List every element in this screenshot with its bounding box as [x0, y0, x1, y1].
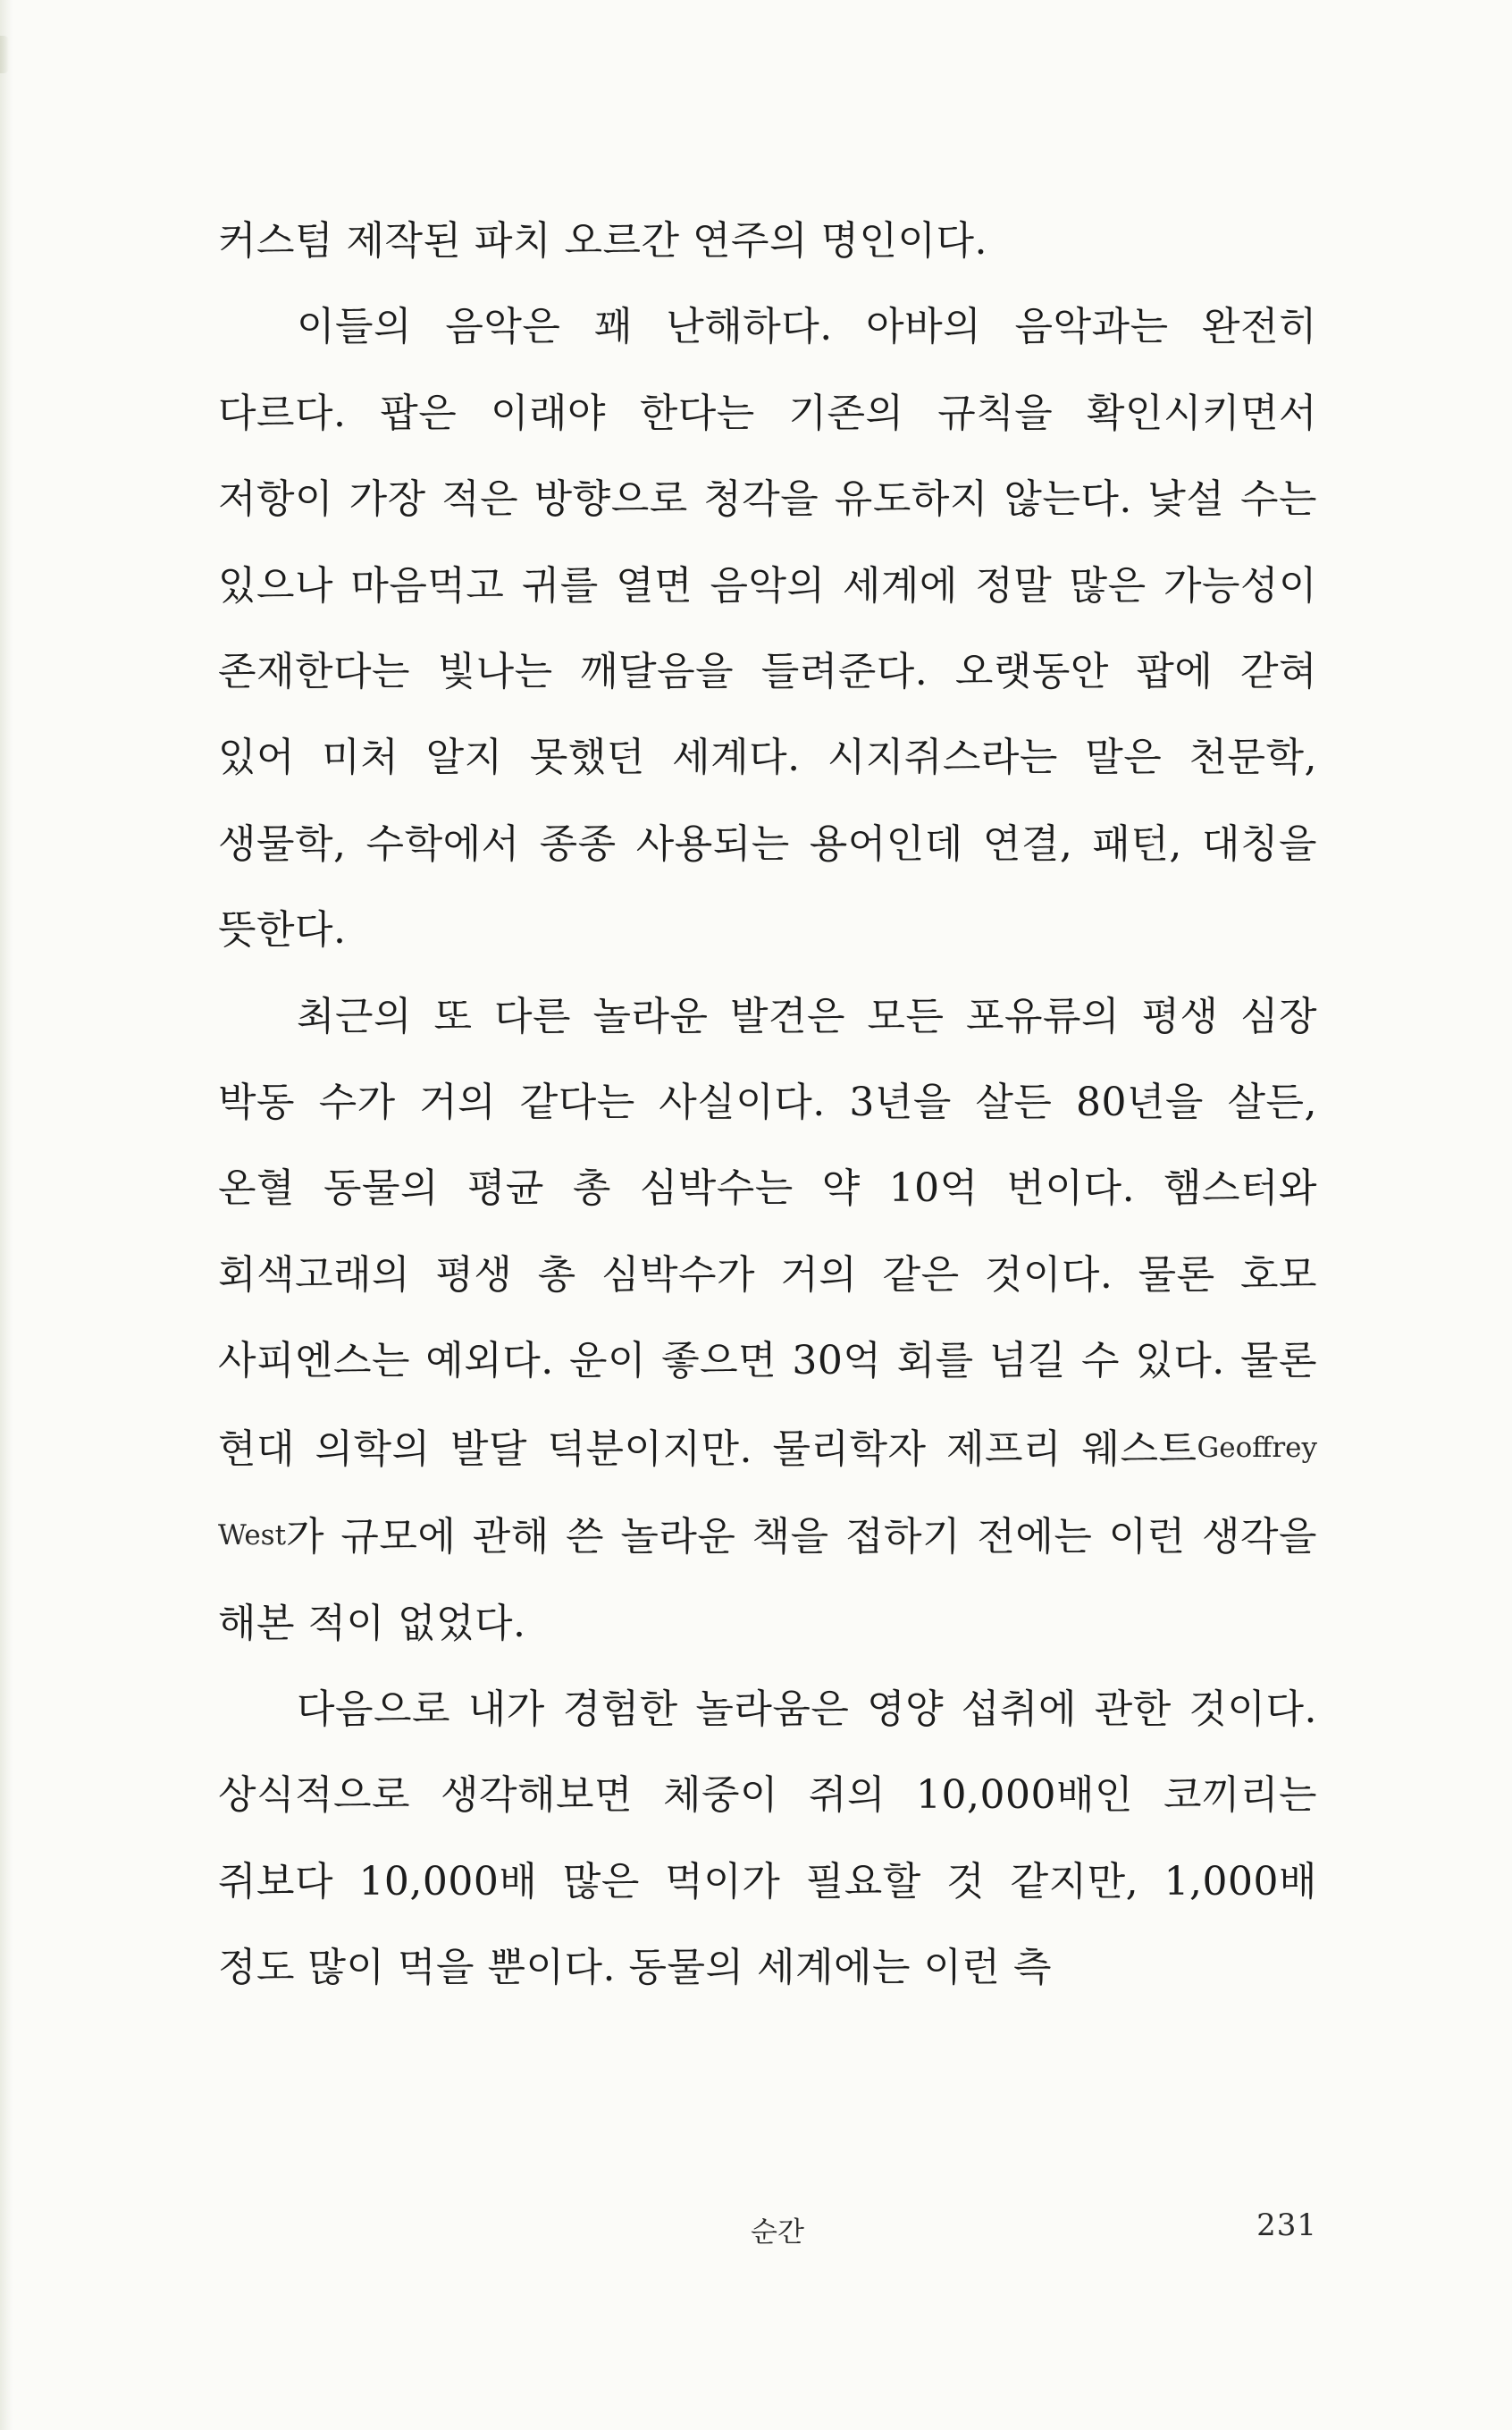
paragraph-3-text: 최근의 또 다른 놀라운 발견은 모든 포유류의 평생 심장 박동 수가 거의 같다는 사실이다. 3년을 살든 80년을 살든, 온혈 동물의 평균 총 심박수는 약 10억 번이다. 햄스터와 회색고래의 평생 총 심박수가 거의 같은 것이다. 물론 호모 사피엔스는 예외다. 운이 좋으면 30억 회를 넘길 수 있다. 물론 현대 의학의 발달 덕분이지만. 물리학자 제프리 웨스트 [218, 993, 1317, 1472]
running-head: 순간 [751, 2216, 804, 2249]
paragraph-2: 이들의 음악은 꽤 난해하다. 아바의 음악과는 완전히 다르다. 팝은 이래야 한다는 기존의 규칙을 확인시키면서 저항이 가장 적은 방향으로 청각을 유도하지 않는다. 낯설 수는 있으나 마음먹고 귀를 열면 음악의 세계에 정말 많은 가능성이 존재한다는 빛나는 깨달음을 들려준다. 오랫동안 팝에 갇혀 있어 미처 알지 못했던 세계다. 시지쥐스라는 말은 천문학, 생물학, 수학에서 종종 사용되는 용어인데 연결, 패턴, 대칭을 뜻한다. [218, 304, 1317, 954]
binding-mark [0, 36, 9, 73]
body-text [218, 198, 1317, 2012]
paragraph-4: 다음으로 내가 경험한 놀라움은 영양 섭취에 관한 것이다. 상식적으로 생각해보면 체중이 쥐의 10,000배인 코끼리는 쥐보다 10,000배 많은 먹이가 필요할 것 같지만, 1,000배 정도 많이 먹을 뿐이다. 동물의 세계에는 이런 측 [218, 1686, 1317, 1991]
paragraph-1: 커스텀 제작된 파치 오르간 연주의 명인이다. [218, 218, 987, 264]
paragraph-3 [218, 974, 1317, 1667]
page-edge-shadow [0, 0, 13, 2430]
paragraph-3-tail: 가 규모에 관해 쓴 놀라운 책을 접하기 전에는 이런 생각을 해본 적이 없었다. [218, 1514, 1317, 1646]
name-annotation: Geoffrey West [218, 1431, 1317, 1552]
page-number: 231 [1256, 2207, 1317, 2243]
